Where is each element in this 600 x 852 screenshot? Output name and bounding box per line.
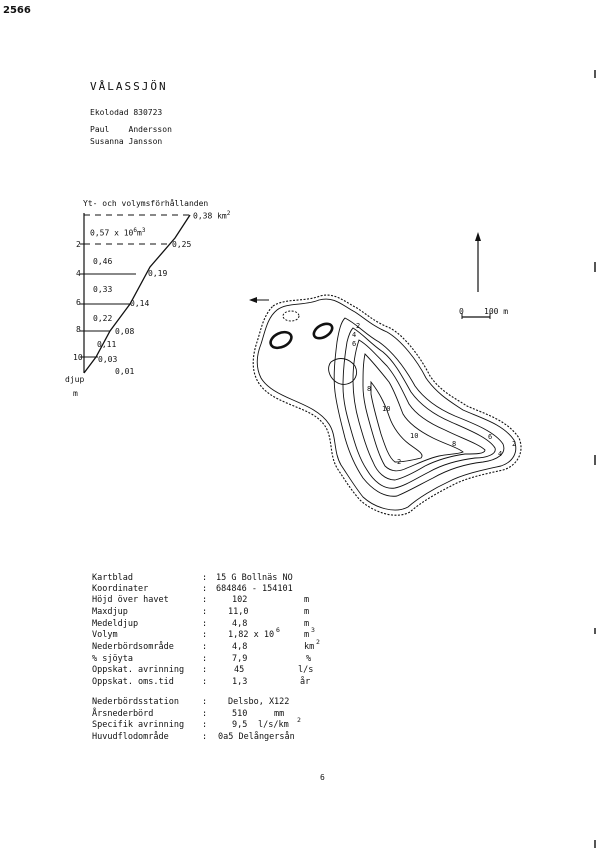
area-value-10: 0,01	[115, 367, 135, 376]
area-top-label: 0,38 $km^2$	[193, 210, 231, 221]
contour-label-10a: 10	[382, 405, 391, 413]
area-value-2: 0,25	[172, 240, 192, 249]
contour-label-2: 2	[356, 322, 361, 330]
volume-value-10: 0,03	[98, 355, 118, 364]
depth-tick-4: 4	[76, 269, 81, 278]
scale-end-label: 100 m	[484, 307, 509, 316]
scan-mark	[594, 70, 596, 78]
volume-value-6: 0,22	[93, 314, 113, 323]
volume-value-8: 0,11	[97, 340, 117, 349]
scan-mark	[594, 628, 596, 634]
north-arrow-icon	[468, 232, 488, 294]
area-value-6: 0,14	[130, 299, 150, 308]
area-value-4: 0,19	[148, 269, 168, 278]
area-value-8: 0,08	[115, 327, 135, 336]
scan-mark	[594, 262, 596, 272]
lake-title: VÅLASSJÖN	[90, 80, 168, 93]
author-2: Susanna Jansson	[90, 137, 163, 146]
depth-tick-6: 6	[76, 298, 81, 307]
volume-top-label: 0,57 x $10^6m^3$	[90, 227, 146, 238]
area-curve	[84, 215, 190, 373]
scan-mark	[594, 840, 596, 848]
depth-axis-unit: m	[73, 389, 78, 398]
contour-label-6b: 6	[488, 433, 493, 441]
volume-value-4: 0,33	[93, 285, 113, 294]
contour-6	[353, 340, 485, 480]
island-2	[311, 321, 334, 341]
survey-date: Ekolodad 830723	[90, 108, 163, 117]
contour-label-4: 4	[352, 331, 357, 339]
scan-mark	[594, 455, 596, 465]
contour-bay	[329, 359, 357, 385]
diagram-title: Yt- och volymsförhållanden	[83, 199, 209, 208]
depth-axis-label: djup	[65, 375, 85, 384]
contour-label-4b: 4	[498, 450, 503, 458]
depth-tick-10: 10	[73, 353, 83, 362]
contour-10	[371, 382, 422, 462]
contour-label-8b: 8	[452, 440, 457, 448]
scale-start-label: 0	[459, 307, 464, 316]
contour-label-2b: 2	[512, 440, 517, 448]
volume-value-2: 0,46	[93, 257, 113, 266]
footer-page-number: 6	[320, 773, 325, 782]
contour-label-8: 8	[367, 385, 372, 393]
page-number: 2566	[3, 5, 31, 16]
contour-label-10b: 10	[410, 432, 419, 440]
contour-label-2c: 2	[397, 458, 402, 466]
author-1: Paul Andersson	[90, 125, 172, 134]
shoal-outline	[283, 311, 299, 321]
contour-label-6: 6	[352, 340, 357, 348]
depth-tick-2: 2	[76, 240, 81, 249]
depth-tick-8: 8	[76, 325, 81, 334]
island-1	[268, 329, 294, 351]
